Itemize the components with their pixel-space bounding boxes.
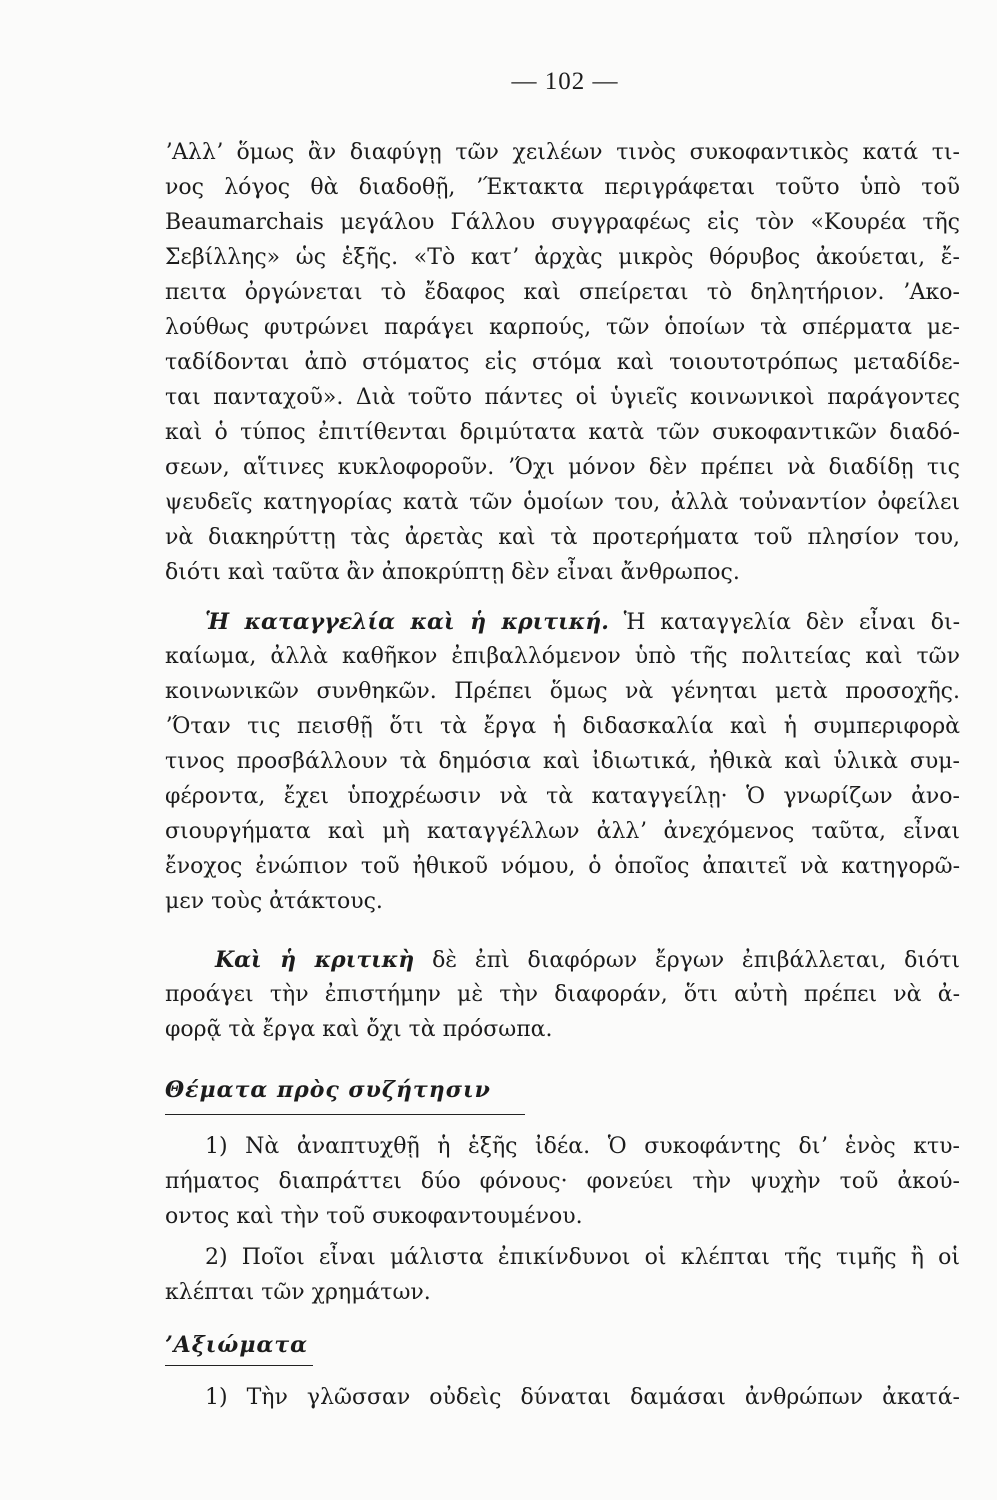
text-line: πειτα ὀργώνεται τὸ ἔδαφος καὶ σπείρεται τὸ δηλητήριον. ʼΑκο- (165, 280, 960, 305)
text-line: 1) Τὴν γλῶσσαν οὐδεὶς δύναται δαμάσαι ἀνθρώπων ἀκατά- (205, 1385, 960, 1410)
text-line: προάγει τὴν ἐπιστήμην μὲ τὴν διαφοράν, ὅτι αὐτὴ πρέπει νὰ ἀ- (165, 982, 960, 1007)
text-line: ʼΌταν τις πεισθῇ ὅτι τὰ ἔργα ἡ διδασκαλία καὶ ἡ συμπεριφορὰ (165, 714, 960, 739)
text-line: νος λόγος θὰ διαδοθῇ, ʼΈκτακτα περιγράφεται τοῦτο ὑπὸ τοῦ (165, 175, 960, 200)
text-line: 2) Ποῖοι εἶναι μάλιστα ἐπικίνδυνοι οἱ κλέπται τῆς τιμῆς ἢ οἱ (205, 1245, 960, 1270)
text-line: φορᾷ τὰ ἔργα καὶ ὄχι τὰ πρόσωπα. (165, 1017, 553, 1042)
text-line: Beaumarchais μεγάλου Γάλλου συγγραφέως εἰς τὸν «Κουρέα τῆς (165, 210, 960, 235)
inline-text: Ἡ καταγγελία δὲν εἶναι δι- (623, 610, 961, 635)
text-line: πήματος διαπράττει δύο φόνους· φονεύει τὴν ψυχὴν τοῦ ἀκού- (165, 1169, 960, 1194)
text-line: σεων, αἵτινες κυκλοφοροῦν. ʼΌχι μόνον δὲν πρέπει νὰ διαδίδῃ τις (165, 455, 960, 480)
text-line: οντος καὶ τὴν τοῦ συκοφαντουμένου. (165, 1204, 583, 1229)
text-line: 1) Νὰ ἀναπτυχθῇ ἡ ἑξῆς ἰδέα. Ὁ συκοφάντης διʼ ἑνὸς κτυ- (205, 1134, 960, 1159)
text-line: νὰ διακηρύττῃ τὰς ἀρετὰς καὶ τὰ προτερήματα τοῦ πλησίον του, (165, 525, 960, 550)
text-line: ψευδεῖς κατηγορίας κατὰ τῶν ὁμοίων του, ἀλλὰ τοὐναντίον ὀφείλει (165, 490, 960, 515)
text-line (205, 607, 960, 637)
text-line: τινος προσβάλλουν τὰ δημόσια καὶ ἰδιωτικά, ἠθικὰ καὶ ὑλικὰ συμ- (165, 749, 960, 774)
section-title-topics: Θέματα πρὸς συζήτησιν (165, 1077, 491, 1103)
section-rule (165, 1114, 525, 1115)
text-line (215, 945, 960, 975)
text-line: λούθως φυτρώνει παράγει καρπούς, τῶν ὁποίων τὰ σπέρματα με- (165, 315, 960, 340)
text-line: φέροντα, ἔχει ὑποχρέωσιν νὰ τὰ καταγγείλῃ· Ὁ γνωρίζων ἀνο- (165, 784, 960, 809)
page-number: — 102 — (511, 68, 619, 95)
text-line: διότι καὶ ταῦτα ἂν ἀποκρύπτῃ δὲν εἶναι ἄνθρωπος. (165, 560, 740, 585)
text-line: καὶ ὁ τύπος ἐπιτίθενται δριμύτατα κατὰ τῶν συκοφαντικῶν διαδό- (165, 420, 960, 445)
text-line: ται πανταχοῦ». Διὰ τοῦτο πάντες οἱ ὑγιεῖς κοινωνικοὶ παράγοντες (165, 385, 960, 410)
section-rule (165, 1365, 313, 1366)
text-line: ʼΑλλʼ ὅμως ἂν διαφύγῃ τῶν χειλέων τινὸς συκοφαντικὸς κατά τι- (165, 140, 960, 165)
inline-heading: Ἡ καταγγελία καὶ ἡ κριτική. (205, 609, 609, 635)
text-line: ἔνοχος ἐνώπιον τοῦ ἠθικοῦ νόμου, ὁ ὁποῖος ἀπαιτεῖ νὰ κατηγορῶ- (165, 854, 960, 879)
text-line: κλέπται τῶν χρημάτων. (165, 1280, 431, 1305)
text-line: μεν τοὺς ἀτάκτους. (165, 889, 383, 914)
text-line: καίωμα, ἀλλὰ καθῆκον ἐπιβαλλόμενον ὑπὸ τῆς πολιτείας καὶ τῶν (165, 644, 960, 669)
text-line: σιουργήματα καὶ μὴ καταγγέλλων ἀλλʼ ἀνεχόμενος ταῦτα, εἶναι (165, 819, 960, 844)
text-line: ταδίδονται ἀπὸ στόματος εἰς στόμα καὶ τοιουτοτρόπως μεταδίδε- (165, 350, 960, 375)
text-line: Σεβίλλης» ὡς ἑξῆς. «Τὸ κατʼ ἀρχὰς μικρὸς θόρυβος ἀκούεται, ἔ- (165, 245, 960, 270)
text-line: κοινωνικῶν συνθηκῶν. Πρέπει ὅμως νὰ γένηται μετὰ προσοχῆς. (165, 679, 960, 704)
section-title-axioms: ʼΑξιώματα (165, 1332, 309, 1358)
inline-heading: Καὶ ἡ κριτικὴ (215, 947, 415, 973)
inline-text: δὲ ἐπὶ διαφόρων ἔργων ἐπιβάλλεται, διότι (432, 948, 961, 973)
